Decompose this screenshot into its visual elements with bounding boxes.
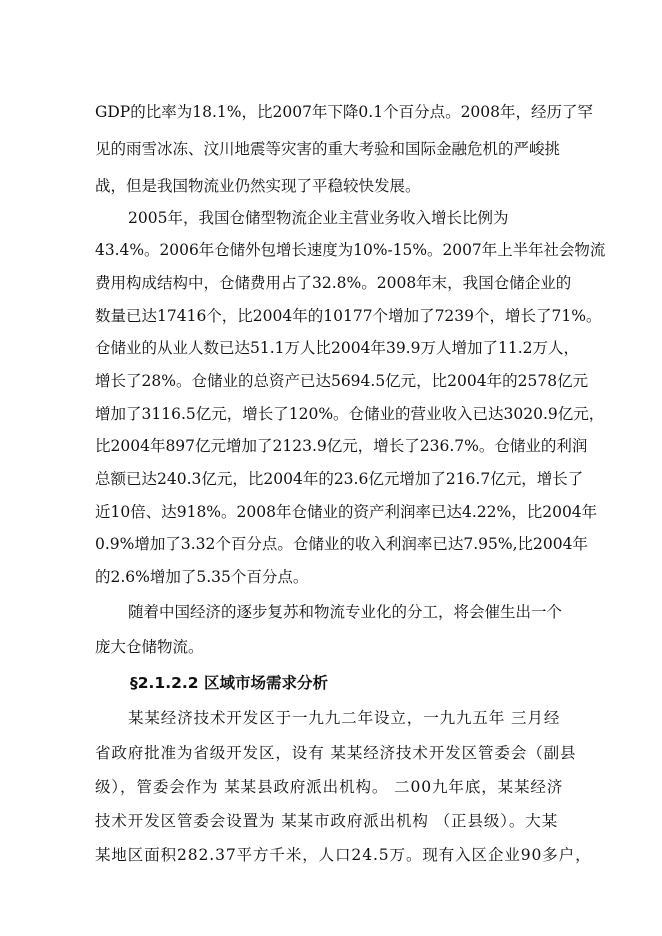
text-line: 数量已达17416个，比2004年的10177个增加了7239个，增长了71%。	[95, 307, 602, 325]
paragraph-start-line: 2005年，我国仓储型物流企业主营业务收入增长比例为	[128, 209, 509, 227]
text-line: 增加了3116.5亿元，增长了120%。仓储业的营业收入已达3020.9亿元，	[95, 405, 605, 423]
text-line: 技术开发区管委会设置为 某某市政府派出机构 （正县级）。大某	[95, 812, 559, 830]
paragraph-start-line: 随着中国经济的逐步复苏和物流专业化的分工，将会催生出一个	[128, 603, 563, 621]
text-line: 某地区面积282.37平方千米，人口24.5万。现有入区企业90多户，	[95, 846, 592, 864]
text-line: 比2004年897亿元增加了2123.9亿元，增长了236.7%。仓储业的利润	[95, 437, 588, 455]
text-line: 省政府批准为省级开发区，设有 某某经济技术开发区管委会（副县	[95, 744, 577, 762]
section-heading: §2.1.2.2 区域市场需求分析	[130, 674, 328, 692]
text-line: 见的雨雪冰冻、汶川地震等灾害的重大考验和国际金融危机的严峻挑	[95, 140, 561, 158]
text-line: 庞大仓储物流。	[95, 638, 204, 656]
text-line: 0.9%增加了3.32个百分点。仓储业的收入利润率已达7.95%,比2004年	[95, 535, 589, 553]
paragraph-start-line: 某某经济技术开发区于一九九二年设立，一九九五年 三月经	[128, 709, 561, 727]
text-line: 43.4%。2006年仓储外包增长速度为10%-15%。2007年上半年社会物流	[95, 241, 606, 259]
text-line: 级），管委会作为 某某县政府派出机构。 二00九年底，某某经济	[95, 778, 564, 796]
text-line: GDP的比率为18.1%，比2007年下降0.1个百分点。2008年，经历了罕	[95, 103, 594, 121]
text-line: 增长了28%。仓储业的总资产已达5694.5亿元，比2004年的2578亿元	[95, 372, 589, 390]
text-line: 总额已达240.3亿元，比2004年的23.6亿元增加了216.7亿元，增长了	[95, 470, 584, 488]
text-line: 战，但是我国物流业仍然实现了平稳较快发展。	[95, 177, 421, 195]
text-line: 仓储业的从业人数已达51.1万人比2004年39.9万人增加了11.2万人，	[95, 339, 579, 357]
text-line: 的2.6%增加了5.35个百分点。	[95, 568, 309, 586]
text-line: 近10倍、达918%。2008年仓储业的资产利润率已达4.22%，比2004年	[95, 503, 598, 521]
text-line: 费用构成结构中，仓储费用占了32.8%。2008年末，我国仓储企业的	[95, 274, 572, 292]
